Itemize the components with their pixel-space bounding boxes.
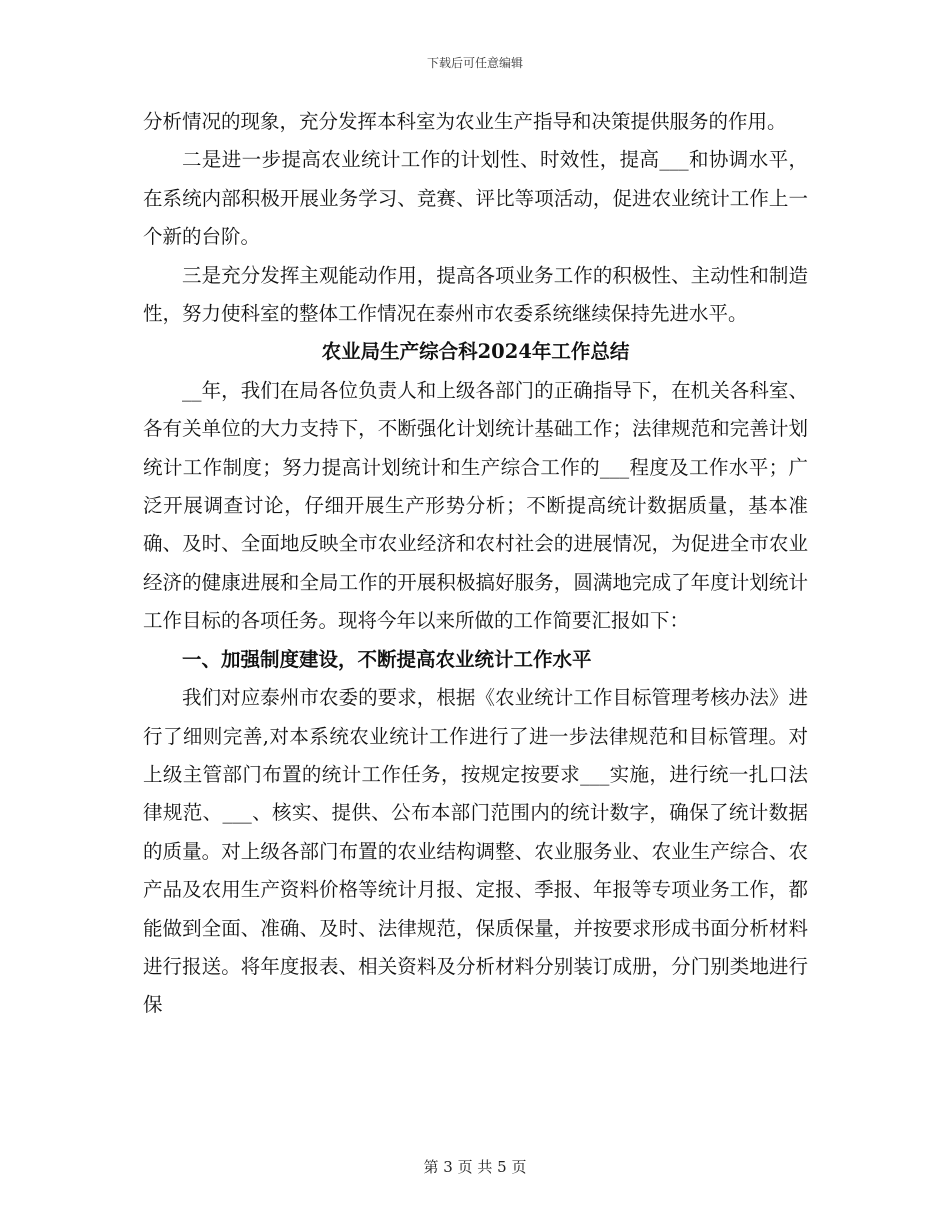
paragraph-continuation: 分析情况的现象，充分发挥本科室为农业生产指导和决策提供服务的作用。: [143, 110, 787, 133]
document-title: 农业局生产综合科2024年工作总结: [321, 340, 630, 364]
section-heading-one: 一、加强制度建设，不断提高农业统计工作水平: [182, 647, 592, 671]
paragraph-intro: __年，我们在局各位负责人和上级各部门的正确指导下，在机关各科室、各有关单位的大力支持下，不断强化计划统计基础工作；法律规范和完善计划统计工作制度；努力提高计划统计和生产综合工作的___程度及工作水平；广泛开展调查讨论，仔细开展生产形势分析；不断提高统计数据质量，基本准确、及时、全面地反映全市农业经济和农村社会的进展情况，为促进全市农业经济的健康进展和全局工作的开展积极搞好服务，圆满地完成了年度计划统计工作目标的各项任务。现将今年以来所做的工作简要汇报如下：: [143, 378, 808, 633]
paragraph-point-two: 二是进一步提高农业统计工作的计划性、时效性，提高___和协调水平，在系统内部积极开展业务学习、竞赛、评比等项活动，促进农业统计工作上一个新的台阶。: [143, 148, 808, 249]
page-number: 第 3 页 共 5 页: [423, 1158, 527, 1176]
paragraph-point-three: 三是充分发挥主观能动作用，提高各项业务工作的积极性、主动性和制造性，努力使科室的整体工作情况在泰州市农委系统继续保持先进水平。: [143, 263, 808, 326]
document-body: [143, 103, 808, 1025]
header-note: 下载后可任意编辑: [426, 56, 523, 70]
paragraph-section-one: 我们对应泰州市农委的要求，根据《农业统计工作目标管理考核办法》进行了细则完善,对本系统农业统计工作进行了进一步法律规范和目标管理。对上级主管部门布置的统计工作任务，按规定按要求___实施，进行统一扎口法律规范、___、核实、提供、公布本部门范围内的统计数字，确保了统计数据的质量。对上级各部门布置的农业结构调整、农业服务业、农业生产综合、农产品及农用生产资料价格等统计月报、定报、季报、年报等专项业务工作，都能做到全面、准确、及时、法律规范，保质保量，并按要求形成书面分析材料进行报送。将年度报表、相关资料及分析材料分别装订成册，分门别类地进行保: [143, 686, 808, 1017]
